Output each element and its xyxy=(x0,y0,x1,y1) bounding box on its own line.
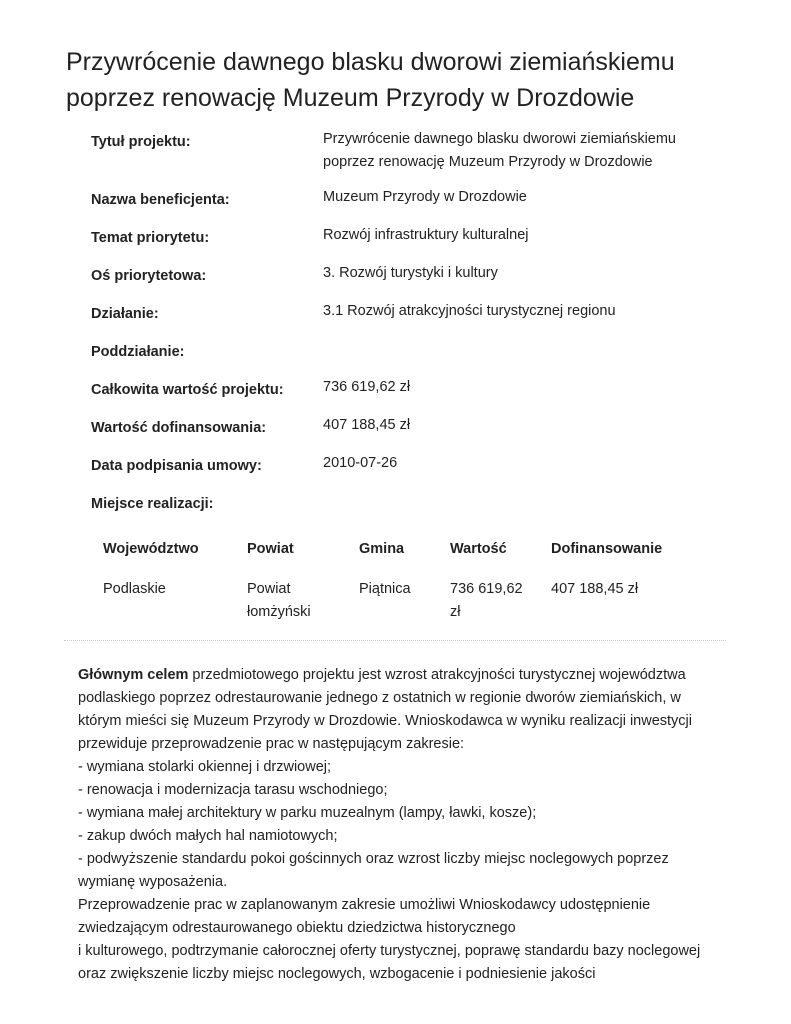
field-label: Miejsce realizacji: xyxy=(91,496,214,512)
field-value: Muzeum Przyrody w Drozdowie xyxy=(323,189,527,205)
list-item: - renowacja i modernizacja tarasu wschodniego; xyxy=(78,782,388,798)
field-label: Tytuł projektu: xyxy=(91,134,191,150)
field-row-sub-action xyxy=(91,338,731,364)
field-row-title xyxy=(91,128,731,174)
location-table xyxy=(91,533,713,624)
table-row xyxy=(91,574,713,624)
field-label: Oś priorytetowa: xyxy=(91,268,207,284)
description-lead xyxy=(78,664,728,756)
field-row-signing-date xyxy=(91,452,731,478)
table-cell: 407 188,45 zł xyxy=(551,581,639,597)
field-label: Nazwa beneficjenta: xyxy=(91,192,230,208)
project-details xyxy=(91,128,731,528)
table-cell: 736 619,62 zł xyxy=(450,581,523,620)
field-label: Całkowita wartość projektu: xyxy=(91,382,284,398)
column-header: Dofinansowanie xyxy=(551,541,663,557)
list-item: - wymiana stolarki okiennej i drzwiowej; xyxy=(78,759,332,775)
column-header: Powiat xyxy=(247,541,294,557)
field-value: 407 188,45 zł xyxy=(323,417,411,433)
column-header: Gmina xyxy=(359,541,405,557)
table-cell: Piątnica xyxy=(359,581,411,597)
project-description xyxy=(78,664,728,986)
field-value: Rozwój infrastruktury kulturalnej xyxy=(323,227,529,243)
field-row-total-value xyxy=(91,376,731,402)
field-label: Temat priorytetu: xyxy=(91,230,210,246)
column-header: Wartość xyxy=(450,541,507,557)
field-row-funding-value xyxy=(91,414,731,440)
column-header: Województwo xyxy=(103,541,199,557)
list-item: - zakup dwóch małych hal namiotowych; xyxy=(78,828,338,844)
field-row-priority-topic xyxy=(91,224,731,250)
field-label: Data podpisania umowy: xyxy=(91,458,262,474)
field-label: Działanie: xyxy=(91,306,159,322)
list-item: - wymiana małej architektury w parku muzealnym (lampy, ławki, kosze); xyxy=(78,805,537,821)
table-header-row xyxy=(91,533,713,574)
field-value: 3.1 Rozwój atrakcyjności turystycznej regionu xyxy=(323,303,616,319)
field-label: Wartość dofinansowania: xyxy=(91,420,267,436)
description-lead-text: przedmiotowego projektu jest wzrost atrakcyjności turystycznej województwa podlaskiego poprzez odrestaurowanie jednego z ostatnich w regionie dworów ziemiańskich, w którym mieści się Muzeum Przyrody w Drozdowie. Wnioskodawca w wyniku realizacji inwestycji przewiduje przeprowadzenie prac w następującym zakresie: xyxy=(78,667,692,752)
field-value: 736 619,62 zł xyxy=(323,379,411,395)
field-value: Przywrócenie dawnego blasku dworowi ziemiańskiemu poprzez renowację Muzeum Przyrody w Drozdowie xyxy=(323,131,676,170)
table-cell: Podlaskie xyxy=(103,581,166,597)
field-row-location xyxy=(91,490,731,516)
description-lead-bold: Głównym celem xyxy=(78,667,189,683)
field-row-priority-axis xyxy=(91,262,731,288)
page-title: Przywrócenie dawnego blasku dworowi ziemiańskiemu poprzez renowację Muzeum Przyrody w Drozdowie xyxy=(66,48,675,112)
description-closing: i kulturowego, podtrzymanie całorocznej oferty turystycznej, poprawę standardu bazy noclegowej oraz zwiększenie liczby miejsc noclegowych, wzbogacenie i podniesienie jakości xyxy=(78,943,701,982)
list-item: - podwyższenie standardu pokoi gościnnych oraz wzrost liczby miejsc noclegowych poprzez wymianę wyposażenia. xyxy=(78,851,669,890)
field-value: 2010-07-26 xyxy=(323,455,398,471)
field-label: Poddziałanie: xyxy=(91,344,185,360)
field-row-beneficiary xyxy=(91,186,731,212)
table-cell: Powiat łomżyński xyxy=(247,581,311,620)
section-divider xyxy=(64,640,726,641)
description-closing: Przeprowadzenie prac w zaplanowanym zakresie umożliwi Wnioskodawcy udostępnienie zwiedzającym odrestaurowanego obiektu dziedzictwa historycznego xyxy=(78,897,651,936)
field-row-action xyxy=(91,300,731,326)
field-value: 3. Rozwój turystyki i kultury xyxy=(323,265,498,281)
